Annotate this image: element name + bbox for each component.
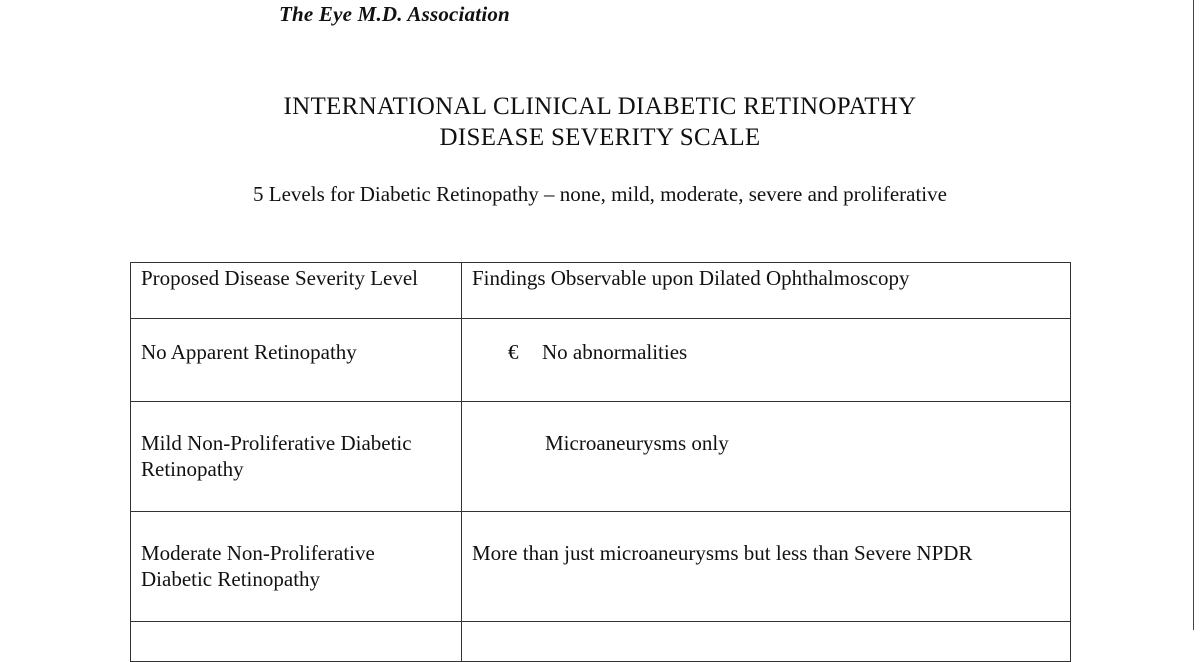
findings-cell	[462, 402, 1071, 512]
table-row	[131, 319, 1071, 402]
title-line-1: INTERNATIONAL CLINICAL DIABETIC RETINOPATHY	[283, 93, 917, 120]
severity-level-cell: Moderate Non-Proliferative Diabetic Retinopathy	[131, 512, 462, 622]
column-header-findings: Findings Observable upon Dilated Ophthalmoscopy	[462, 263, 1071, 319]
table-row	[131, 512, 1071, 622]
severity-level-cell: Mild Non-Proliferative Diabetic Retinopathy	[131, 402, 462, 512]
findings-bullet-item	[472, 339, 1060, 365]
findings-cell	[462, 319, 1071, 402]
severity-scale-table	[130, 262, 1071, 662]
column-header-severity-level: Proposed Disease Severity Level	[131, 263, 462, 319]
findings-text: No abnormalities	[542, 340, 688, 364]
document-title	[0, 91, 1200, 153]
organization-name: The Eye M.D. Association	[279, 2, 510, 26]
findings-cell	[462, 622, 1071, 662]
title-line-2: DISEASE SEVERITY SCALE	[439, 124, 761, 151]
table-row-partial	[131, 622, 1071, 662]
table-header-row	[131, 263, 1071, 319]
document-subtitle: 5 Levels for Diabetic Retinopathy – none, mild, moderate, severe and proliferative	[253, 182, 947, 206]
severity-level-cell: No Apparent Retinopathy	[131, 319, 462, 402]
findings-text: Microaneurysms only	[545, 431, 729, 455]
bullet-glyph: €	[508, 340, 519, 364]
findings-cell: More than just microaneurysms but less than Severe NPDR	[462, 512, 1071, 622]
table-row	[131, 402, 1071, 512]
severity-level-cell	[131, 622, 462, 662]
